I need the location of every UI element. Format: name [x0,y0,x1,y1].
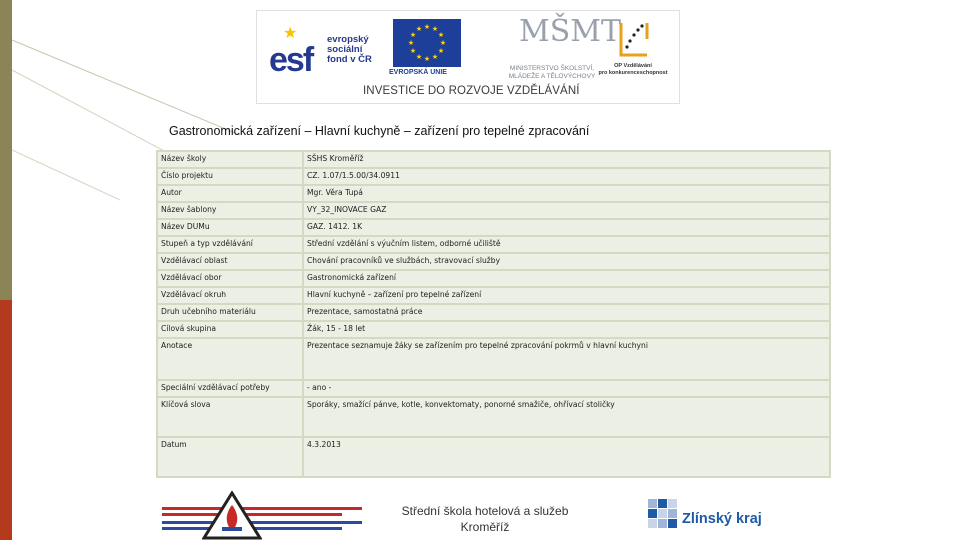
esf-mark: esf [269,41,313,79]
table-row [158,381,829,396]
table-row [158,305,829,320]
row-label: Vzdělávací okruh [158,288,302,303]
row-value: Gastronomická zařízení [304,271,829,286]
op-emblem-icon [617,19,651,59]
row-label: Vzdělávací obor [158,271,302,286]
esf-logo [269,19,385,81]
table-row [158,398,829,436]
svg-text:★: ★ [415,25,423,33]
school-name: Střední škola hotelová a služeb Kroměříž [401,504,569,534]
msmt-logo [497,14,621,83]
red-stripe [162,507,362,510]
svg-text:★: ★ [437,31,445,39]
svg-text:★: ★ [415,53,423,61]
project-logo-banner [256,10,680,104]
row-label: Stupeň a typ vzdělávání [158,237,302,252]
star-icon: ★ [283,25,298,42]
row-label: Cílová skupina [158,322,302,337]
op-logo [593,17,673,83]
table-row [158,203,829,218]
table-row [158,339,829,379]
row-value: Střední vzdělání s výučním listem, odborné učiliště [304,237,829,252]
metadata-table [156,150,831,478]
row-label: Anotace [158,339,302,379]
row-value: CZ. 1.07/1.5.00/34.0911 [304,169,829,184]
row-value: 4.3.2013 [304,438,829,476]
table-row [158,254,829,269]
row-value: - ano - [304,381,829,396]
svg-text:★: ★ [407,39,415,47]
table-row [158,152,829,167]
row-label: Název šablony [158,203,302,218]
row-value: Sporáky, smažící pánve, kotle, konvektomaty, ponorné smažiče, ohřívací stoličky [304,398,829,436]
eu-label: EVROPSKÁ UNIE [389,69,447,76]
row-label: Název školy [158,152,302,167]
row-value: Prezentace, samostatná práce [304,305,829,320]
svg-text:★: ★ [431,25,439,33]
svg-text:★: ★ [431,53,439,61]
table-row [158,322,829,337]
row-value: SŠHS Kroměříž [304,152,829,167]
table-row [158,169,829,184]
row-value: VY_32_INOVACE GAZ [304,203,829,218]
esf-text: evropský sociální fond v ČR [327,34,372,65]
row-label: Autor [158,186,302,201]
table-row [158,186,829,201]
school-emblem-icon [202,491,262,540]
row-label: Vzdělávací oblast [158,254,302,269]
msmt-label: MINISTERSTVO ŠKOLSTVÍ, MLÁDEŽE A TĚLOVÝCHOVY [508,65,596,80]
row-value: Prezentace seznamuje žáky se zařízením pro tepelné zpracování pokrmů v hlavní kuchyni [304,339,829,379]
table-row [158,237,829,252]
row-value: Žák, 15 - 18 let [304,322,829,337]
svg-text:★: ★ [409,31,417,39]
eu-flag-icon [393,19,461,67]
svg-text:★: ★ [423,55,431,63]
svg-text:★: ★ [409,47,417,55]
svg-text:★: ★ [437,47,445,55]
row-value: GAZ. 1412. 1K [304,220,829,235]
banner-caption: INVESTICE DO ROZVOJE VZDĚLÁVÁNÍ [363,85,580,97]
row-label: Druh učebního materiálu [158,305,302,320]
row-label: Speciální vzdělávací potřeby [158,381,302,396]
zlin-region-icon [648,499,678,529]
region-name: Zlínský kraj [682,511,762,527]
row-label: Číslo projektu [158,169,302,184]
school-banner [162,487,774,540]
msmt-mark: MŠMT [519,14,621,49]
row-value: Chování pracovníků ve službách, stravovací služby [304,254,829,269]
table-row [158,271,829,286]
row-label: Název DUMu [158,220,302,235]
table-row [158,288,829,303]
op-label: OP Vzdělávání pro konkurenceschopnost [598,63,668,76]
row-value: Mgr. Věra Tupá [304,186,829,201]
page-title: Gastronomická zařízení – Hlavní kuchyně – zařízení pro tepelné zpracování [169,124,590,138]
svg-text:★: ★ [423,23,431,31]
table-row [158,438,829,476]
row-value: Hlavní kuchyně – zařízení pro tepelné zařízení [304,288,829,303]
table-row [158,220,829,235]
row-label: Klíčová slova [158,398,302,436]
svg-text:★: ★ [439,39,447,47]
row-label: Datum [158,438,302,476]
blue-stripe [162,521,362,524]
